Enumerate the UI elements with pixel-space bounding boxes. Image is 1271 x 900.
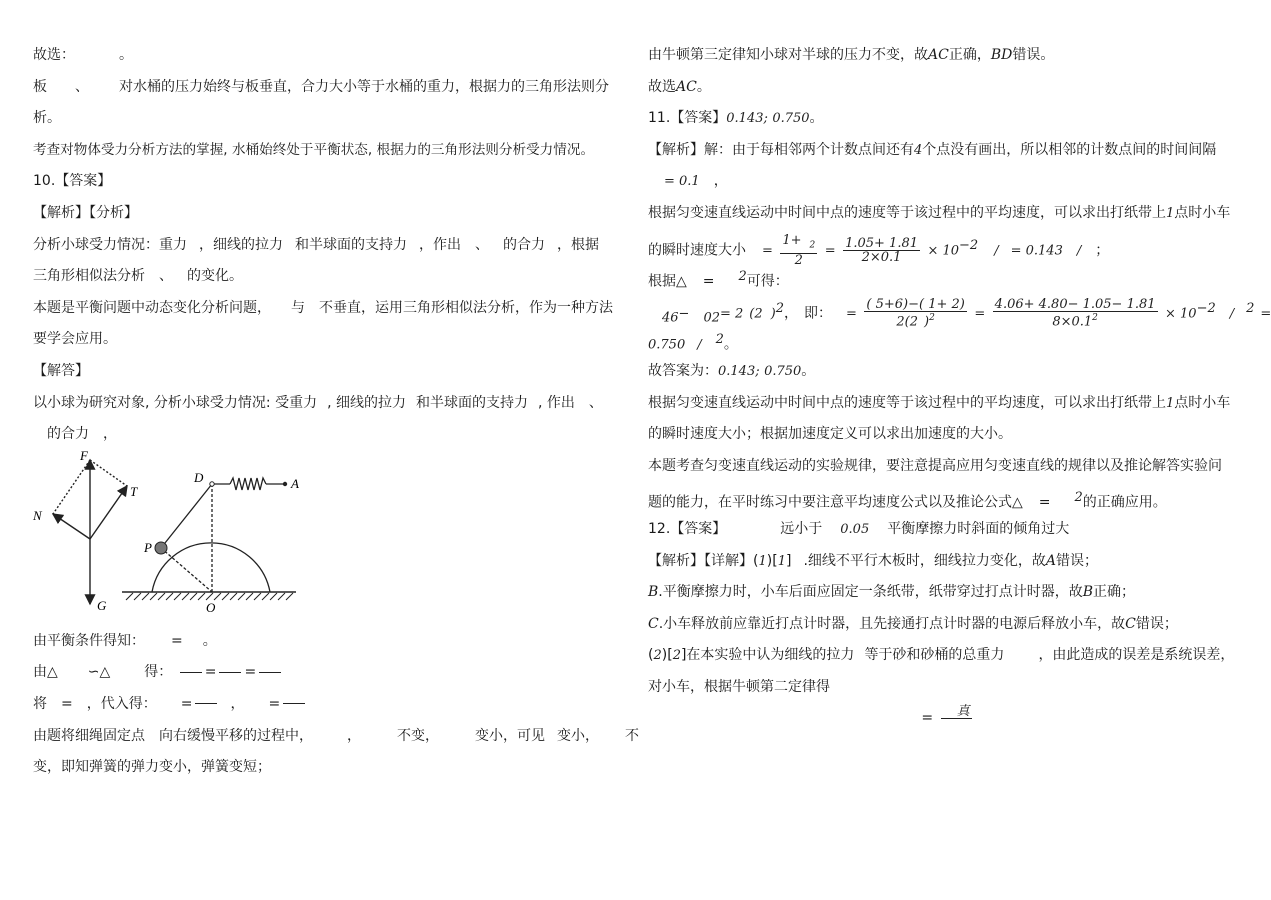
- fraction: [993, 298, 1158, 328]
- text: AC: [676, 78, 697, 95]
- text: .平衡摩擦力时，小车后面应固定一条纸带，纸带穿过打点计时器，故: [658, 584, 1083, 601]
- text: 2: [775, 300, 784, 316]
- text: 。: [696, 78, 711, 95]
- text: −2: [959, 237, 979, 253]
- text: −: [678, 306, 690, 322]
- text: =: [268, 695, 281, 712]
- text: 4: [914, 142, 923, 158]
- text: B: [648, 584, 659, 601]
- text: 02: [703, 310, 720, 326]
- force-vectors: [53, 460, 127, 604]
- text: (: [648, 647, 654, 664]
- force-diagram: [30, 446, 300, 616]
- force-n-arrow: [53, 514, 90, 539]
- text: (2: [749, 306, 763, 322]
- text: 1: [777, 553, 786, 569]
- text: 5+: [875, 297, 895, 313]
- text: , 细线的拉力: [327, 394, 406, 411]
- text: 、: [159, 268, 173, 285]
- text: 0.143;: [718, 363, 760, 379]
- text-line: [648, 40, 1238, 72]
- text: )[: [766, 552, 778, 569]
- text: 、: [75, 78, 89, 95]
- text: 向右缓慢平移的过程中，: [159, 727, 313, 744]
- dashed-line: [53, 460, 90, 514]
- string: [161, 484, 212, 548]
- text-line: [33, 721, 639, 753]
- fraction: [180, 672, 202, 673]
- text: 2): [951, 297, 965, 313]
- text-line: [33, 103, 621, 135]
- text-line: [648, 640, 1238, 672]
- text: )[: [661, 647, 673, 664]
- text: =: [1038, 494, 1051, 511]
- text-line: [648, 198, 1238, 230]
- text: 。: [801, 362, 816, 379]
- text: C: [1125, 615, 1136, 632]
- text: , 作出: [537, 394, 575, 411]
- text: =: [180, 695, 193, 712]
- text: × 10: [1164, 306, 1197, 322]
- text: BD: [990, 47, 1013, 63]
- text: (: [866, 297, 872, 313]
- text: 0.143;: [726, 111, 768, 127]
- text: ]在本实验中认为细线的拉力: [680, 647, 855, 664]
- text: 4.06+ 4.80− 1.05− 1.81: [994, 297, 1156, 313]
- text: 本题是平衡问题中动态变化分析问题，: [33, 299, 271, 316]
- text-line: [33, 230, 621, 262]
- text: 【解析】【分析】: [33, 204, 138, 221]
- equation-line: [648, 703, 1238, 735]
- text: = 0.143: [1010, 243, 1063, 259]
- text: /: [1076, 243, 1082, 259]
- text: 、: [475, 236, 489, 253]
- point-d: [210, 482, 214, 486]
- text: A: [1045, 552, 1057, 569]
- text: 2: [672, 648, 681, 664]
- text: ，作出: [419, 236, 461, 253]
- text: 等于砂和砂桶的总重力: [864, 647, 1005, 664]
- text-line: [33, 752, 621, 784]
- fraction: [941, 705, 972, 732]
- text: 2: [794, 252, 803, 268]
- text: 2: [715, 332, 724, 348]
- text: ): [770, 306, 776, 322]
- text-line: [33, 198, 621, 230]
- text: 2(2: [896, 314, 919, 330]
- fraction: [283, 703, 305, 704]
- text: ，代入得：: [86, 695, 157, 712]
- text-line: [648, 103, 1238, 135]
- text: 与: [291, 299, 305, 316]
- text: 的瞬时速度大小；根据加速度定义可以求出加速度的大小。: [648, 426, 1012, 443]
- label-d: D: [194, 470, 204, 485]
- text: = 0.1: [664, 174, 700, 190]
- text: 故答案为：: [648, 362, 718, 379]
- text: 错误；: [1135, 615, 1178, 632]
- text: 【解析】【详解】(: [648, 552, 759, 569]
- text: B: [1082, 584, 1094, 601]
- text-line: [33, 356, 621, 388]
- text: ，: [103, 426, 117, 443]
- text: =: [61, 695, 73, 712]
- text: 故选: [648, 78, 676, 95]
- text: 平衡摩擦力时斜面的倾角过大: [887, 520, 1070, 537]
- dashed-line: [90, 460, 127, 486]
- text: ，: [713, 173, 728, 190]
- text: 错误。: [1012, 47, 1055, 63]
- text: 根据匀变速直线运动中时间中点的速度等于该过程中的平均速度，可以求出打纸带上: [648, 204, 1166, 221]
- text: 正确，: [948, 47, 991, 63]
- text: 。: [202, 632, 217, 649]
- label-p: P: [144, 540, 152, 555]
- text-line: [648, 419, 1238, 451]
- text: 1+: [928, 297, 948, 313]
- text-line: [33, 626, 621, 658]
- text: × 10: [927, 243, 960, 259]
- text: 2: [653, 648, 662, 664]
- text: =: [702, 273, 715, 290]
- fraction: [843, 237, 920, 264]
- text: 。: [723, 337, 738, 353]
- force-t-arrow: [90, 486, 127, 539]
- text: 点时小车: [1174, 394, 1231, 411]
- text: 、: [588, 394, 603, 411]
- text: 析。: [33, 110, 61, 127]
- text: =: [171, 632, 183, 649]
- text-line: [33, 293, 621, 325]
- text-line: [648, 609, 1238, 641]
- text: 46: [662, 310, 679, 326]
- label-o: O: [206, 600, 216, 615]
- text: 个点没有画出，所以相邻的计数点间的时间间隔: [922, 141, 1217, 158]
- text: ，: [784, 305, 798, 322]
- text-line: [648, 293, 1271, 330]
- text-line: [648, 324, 1238, 356]
- label-t: T: [130, 484, 138, 499]
- ground-hatch: [126, 593, 293, 600]
- text: 2: [929, 313, 935, 324]
- text-line: [33, 388, 621, 420]
- point-a: [283, 482, 287, 486]
- text: 0.750: [772, 111, 810, 127]
- text: 的合力: [503, 236, 545, 253]
- text: 不变，: [397, 727, 439, 744]
- text: 三角形相似法分析: [33, 268, 145, 285]
- text: 分析小球受力情况：重力: [33, 236, 187, 253]
- text: .小车释放前应靠近打点计时器，且先接通打点计时器的电源后释放小车，故: [658, 615, 1126, 632]
- text: ，: [230, 695, 245, 712]
- text: ，由此造成的误差是系统误差，: [1038, 647, 1235, 664]
- dashed-line: [161, 548, 212, 592]
- text: 正确；: [1093, 584, 1136, 601]
- text: 考查对物体受力分析方法的掌握, 水桶始终处于平衡状态, 根据力的三角形法则分析受力情况。: [33, 141, 595, 158]
- left-column: [33, 40, 639, 784]
- text: /: [1229, 306, 1235, 322]
- text: 对水桶的压力始终与板垂直，合力大小等于水桶的重力，根据力的三角形法则分: [119, 78, 609, 95]
- text: =: [846, 306, 857, 322]
- text-line: [648, 356, 1238, 388]
- text: 的合力: [47, 426, 89, 443]
- section-heading: 10.【答案】: [33, 173, 112, 190]
- fraction: [219, 672, 241, 673]
- text: 2: [738, 269, 747, 285]
- text: ，根据: [557, 236, 599, 253]
- text: 以小球为研究对象, 分析小球受力情况: 受重力: [33, 394, 318, 411]
- text-line: [648, 672, 1238, 704]
- text: ]: [785, 552, 792, 569]
- text: 8×0.1: [1052, 314, 1093, 330]
- text: 1: [758, 553, 767, 569]
- spring: [230, 478, 266, 490]
- text-line: [648, 166, 1238, 198]
- text-line: [648, 388, 1238, 420]
- label-g: G: [97, 598, 107, 613]
- text: 题的能力，在平时练习中要注意平均速度公式以及推论公式△: [648, 494, 1023, 511]
- text: 的瞬时速度大小: [648, 242, 746, 259]
- right-column: [648, 40, 1271, 735]
- text-line: [648, 261, 1238, 293]
- fraction: [195, 703, 217, 704]
- text-line: [33, 324, 621, 356]
- text: 。: [119, 47, 133, 63]
- text: 由牛顿第三定律知小球对半球的压力不变，故: [648, 47, 928, 63]
- text: 变，即知弹簧的弹力变小，弹簧变短；: [33, 759, 271, 776]
- text: 2: [809, 240, 816, 251]
- text: 变小，可见: [475, 727, 545, 744]
- text: 1: [1166, 395, 1175, 411]
- text: 2×0.1: [861, 249, 902, 265]
- text: ；: [1095, 242, 1110, 259]
- text: = 2: [720, 306, 744, 322]
- text: 【解析】解：由于每相邻两个计数点间还有: [648, 141, 914, 158]
- text: ，: [347, 727, 361, 744]
- text: 不: [625, 727, 639, 744]
- text-line: [33, 657, 621, 689]
- hemisphere-apparatus: [122, 478, 296, 592]
- text: 【解答】: [33, 362, 89, 379]
- text: =: [762, 243, 773, 259]
- text-line: [33, 261, 621, 293]
- text-line: [33, 40, 621, 72]
- text: 0.750: [648, 338, 686, 353]
- text: =: [921, 710, 934, 727]
- text: 板: [33, 78, 47, 95]
- text: 远小于: [780, 520, 823, 537]
- text-line: [648, 135, 1238, 167]
- ball: [155, 542, 167, 554]
- text: ): [924, 314, 930, 330]
- text: /: [697, 338, 702, 353]
- fraction: [259, 672, 281, 673]
- text: .细线不平行木板时，细线拉力变化，故: [803, 552, 1046, 569]
- section-heading: 12.【答案】: [648, 520, 727, 537]
- text-line: [648, 514, 1238, 546]
- text: 真: [956, 703, 970, 719]
- text: 变小，: [557, 727, 599, 744]
- text: 本题考查匀变速直线运动的实验规律，要注意提高应用匀变速直线的规律以及推论解答实验问: [648, 457, 1222, 474]
- text-line: [648, 72, 1238, 104]
- text-line: [33, 166, 621, 198]
- text: 1+: [782, 232, 802, 248]
- text: 2: [1246, 300, 1255, 316]
- text-line: [648, 546, 1238, 578]
- text: 由平衡条件得知：: [33, 632, 145, 649]
- text: 根据△: [648, 273, 687, 290]
- text: 根据匀变速直线运动中时间中点的速度等于该过程中的平均速度，可以求出打纸带上: [648, 394, 1166, 411]
- text-line: [648, 451, 1238, 483]
- label-a: A: [291, 476, 299, 491]
- fraction: [864, 298, 967, 328]
- text: 2: [1074, 490, 1083, 506]
- text: 0.750: [764, 363, 802, 379]
- text: 将: [33, 695, 47, 712]
- text: 点时小车: [1174, 204, 1231, 221]
- text: 的正确应用。: [1082, 494, 1167, 511]
- text: AC: [928, 47, 949, 63]
- text: /: [994, 243, 999, 259]
- label-n: N: [33, 508, 42, 523]
- text: =: [824, 243, 836, 259]
- text: 要学会应用。: [33, 331, 117, 348]
- text: 。: [809, 110, 824, 127]
- text-line: [33, 689, 621, 721]
- text: 和半球面的支持力: [295, 236, 407, 253]
- text-line: [33, 72, 621, 104]
- text: 故选：: [33, 47, 75, 63]
- text: 的变化。: [187, 268, 243, 285]
- text: =: [974, 306, 986, 322]
- text: 和半球面的支持力: [415, 394, 528, 411]
- text: =: [244, 664, 257, 681]
- hemisphere: [152, 543, 270, 592]
- text: 对小车，根据牛顿第二定律得: [648, 678, 830, 695]
- text: 1: [1166, 205, 1175, 221]
- text-line: [33, 135, 621, 167]
- text: 6)−(: [894, 297, 925, 313]
- text-line: [648, 230, 1238, 268]
- text: 由题将细绳固定点: [33, 727, 145, 744]
- text: 由△: [33, 664, 58, 681]
- text: ，细线的拉力: [199, 236, 283, 253]
- text: =: [1260, 306, 1271, 322]
- text: 错误；: [1056, 552, 1099, 569]
- text: =: [204, 664, 217, 681]
- label-f: F: [80, 448, 88, 463]
- text: 0.05: [840, 521, 870, 537]
- section-heading: 11.【答案】: [648, 110, 727, 127]
- text: 可得：: [746, 273, 789, 290]
- text: 即：: [804, 305, 832, 322]
- text: ∽△: [87, 664, 111, 681]
- text: −2: [1196, 300, 1216, 316]
- text: 得：: [144, 664, 173, 681]
- text: 2: [1092, 313, 1098, 324]
- text-line: [648, 577, 1238, 609]
- text: 不垂直，运用三角形相似法分析，作为一种方法: [319, 299, 613, 316]
- text-line: [648, 482, 1238, 514]
- text: 1.05+ 1.81: [845, 235, 918, 251]
- text: C: [648, 615, 659, 632]
